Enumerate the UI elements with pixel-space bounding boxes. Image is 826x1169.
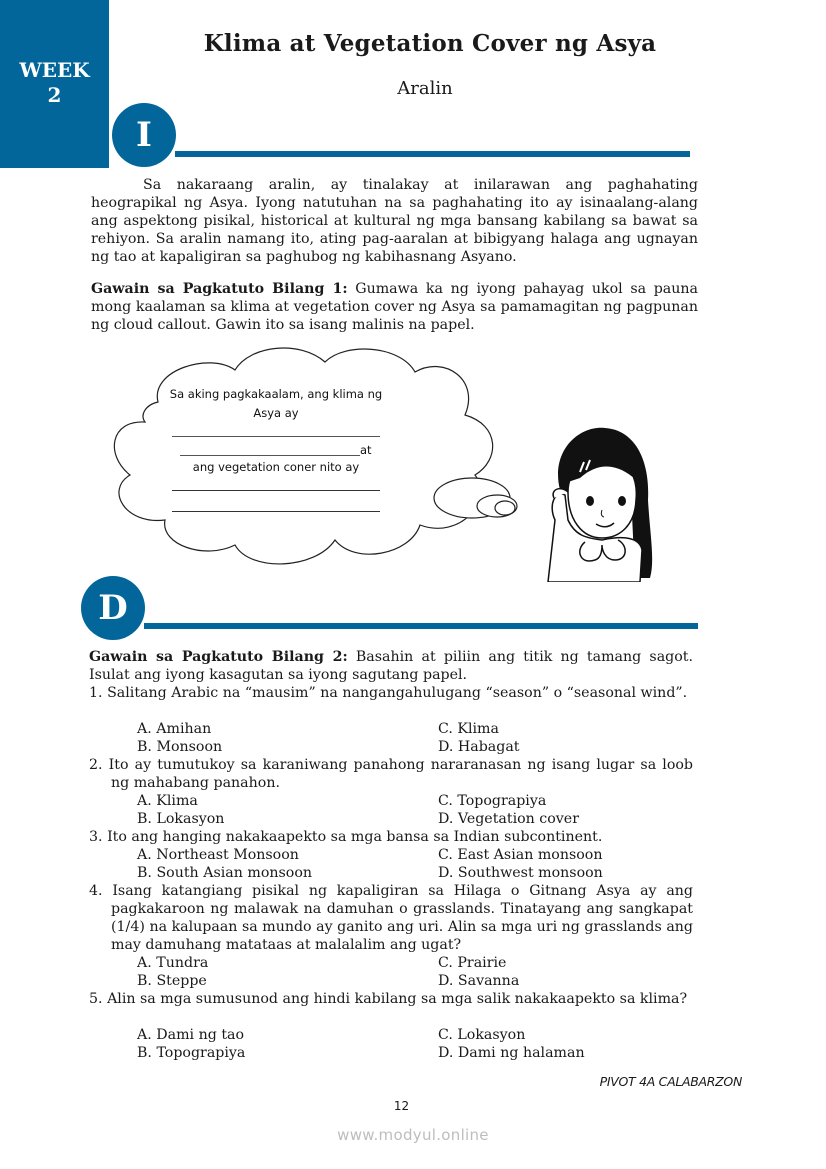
page-number: 12 [393, 1099, 410, 1113]
q5-option-a[interactable]: A. Dami ng tao [137, 1027, 245, 1043]
activity-2-instructions [89, 648, 693, 684]
q4-option-c[interactable]: C. Prairie [438, 955, 507, 971]
q4-option-d[interactable]: D. Savanna [438, 973, 520, 989]
q3-option-c[interactable]: C. East Asian monsoon [438, 847, 603, 863]
q5-option-c[interactable]: C. Lokasyon [438, 1027, 526, 1043]
q3-option-b[interactable]: B. South Asian monsoon [137, 865, 312, 881]
section-d-rule [144, 623, 698, 629]
question-3 [89, 828, 693, 846]
section-i-rule [175, 151, 690, 157]
q4-option-b[interactable]: B. Steppe [137, 973, 207, 989]
question-1-text: Salitang Arabic na “mausim” na nangangahulugang “season” o “seasonal wind”. [107, 685, 688, 701]
q2-option-b[interactable]: B. Lokasyon [137, 811, 225, 827]
thinking-girl-illustration-icon [540, 420, 655, 582]
watermark-link: www.modyul.online [337, 1126, 489, 1144]
cloud-blank-3 [172, 490, 380, 491]
q1-option-a[interactable]: A. Amihan [137, 721, 212, 737]
cloud-line-1: Sa aking pagkakaalam, ang klima ng [169, 387, 383, 401]
question-5-number: 5. [89, 991, 103, 1007]
section-i-letter: I [136, 115, 152, 155]
activity-1-text: Gumawa ka ng iyong pahayag ukol sa pauna mong kaalaman sa klima at vegetation cover ng Asya sa pamamagitan ng pagpunan ng cloud callout. Gawin ito sa isang malinis na papel. [91, 281, 698, 333]
question-5-text: Alin sa mga sumusunod ang hindi kabilang sa mga salik nakakaapekto sa klima? [107, 991, 688, 1007]
week-label: WEEK [19, 58, 90, 82]
cloud-connector: at [360, 443, 372, 457]
q2-option-d[interactable]: D. Vegetation cover [438, 811, 579, 827]
q3-option-a[interactable]: A. Northeast Monsoon [137, 847, 299, 863]
activity-1-instructions [91, 280, 698, 334]
q1-option-c[interactable]: C. Klima [438, 721, 499, 737]
q2-option-c[interactable]: C. Topograpiya [438, 793, 547, 809]
q5-option-b[interactable]: B. Topograpiya [137, 1045, 246, 1061]
question-1-number: 1. [89, 685, 103, 701]
question-2 [89, 756, 693, 792]
section-d-badge [81, 576, 145, 640]
question-1 [89, 684, 693, 702]
activity-2-text: Basahin at piliin ang titik ng tamang sagot. Isulat ang iyong kasagutan sa iyong sagutang papel. [89, 649, 693, 683]
question-3-number: 3. [89, 829, 103, 845]
question-4-text: Isang katangiang pisikal ng kapaligiran sa Hilaga o Gitnang Asya ay ang pagkakaroon ng malawak na damuhan o grasslands. Tinatayang ang sangkapat (1/4) na kalupaan sa mundo ay ganito ang uri. Alin sa mga uri ng grasslands ang may damuhang matataas at malalalim ang ugat? [111, 883, 693, 953]
cloud-blank-4 [172, 511, 380, 512]
q5-option-d[interactable]: D. Dami ng halaman [438, 1045, 585, 1061]
question-2-number: 2. [89, 757, 103, 773]
q4-option-a[interactable]: A. Tundra [137, 955, 209, 971]
cloud-line-2: Asya ay [253, 406, 299, 420]
page-title: Klima at Vegetation Cover ng Asya [203, 30, 657, 57]
q1-option-d[interactable]: D. Habagat [438, 739, 520, 755]
q1-option-b[interactable]: B. Monsoon [137, 739, 223, 755]
region-footer: PIVOT 4A CALABARZON [599, 1074, 742, 1089]
question-5 [89, 990, 693, 1008]
intro-paragraph: Sa nakaraang aralin, ay tinalakay at inilarawan ang paghahating heograpikal ng Asya. Iyong natutuhan na sa paghahating ito ay isinaalang-alang ang aspektong pisikal, historical at kultural ng mga bansang kabilang sa bawat sa rehiyon. Sa aralin namang ito, ating pag-aaralan at bibigyang halaga ang ugnayan ng tao at kapaligiran sa paghubog ng kabihasnang Asyano. [91, 177, 698, 265]
cloud-blank-2 [180, 455, 360, 456]
section-d-letter: D [98, 588, 128, 628]
activity-2-label: Gawain sa Pagkatuto Bilang 2: [89, 649, 348, 665]
cloud-blank-1 [172, 436, 380, 437]
question-3-text: Ito ang hanging nakakaapekto sa mga bansa sa Indian subcontinent. [107, 829, 603, 845]
q3-option-d[interactable]: D. Southwest monsoon [438, 865, 603, 881]
activity-1-label: Gawain sa Pagkatuto Bilang 1: [91, 281, 348, 297]
question-2-text: Ito ay tumutukoy sa karaniwang panahong nararanasan ng isang lugar sa loob ng mahabang panahon. [108, 757, 693, 791]
section-i-badge [112, 103, 176, 167]
question-4 [89, 882, 693, 954]
week-number: 2 [47, 83, 62, 107]
q2-option-a[interactable]: A. Klima [137, 793, 198, 809]
question-4-number: 4. [89, 883, 103, 899]
cloud-line-3: ang vegetation coner nito ay [192, 460, 360, 474]
week-badge [0, 0, 109, 168]
page-subtitle: Aralin [397, 78, 453, 99]
